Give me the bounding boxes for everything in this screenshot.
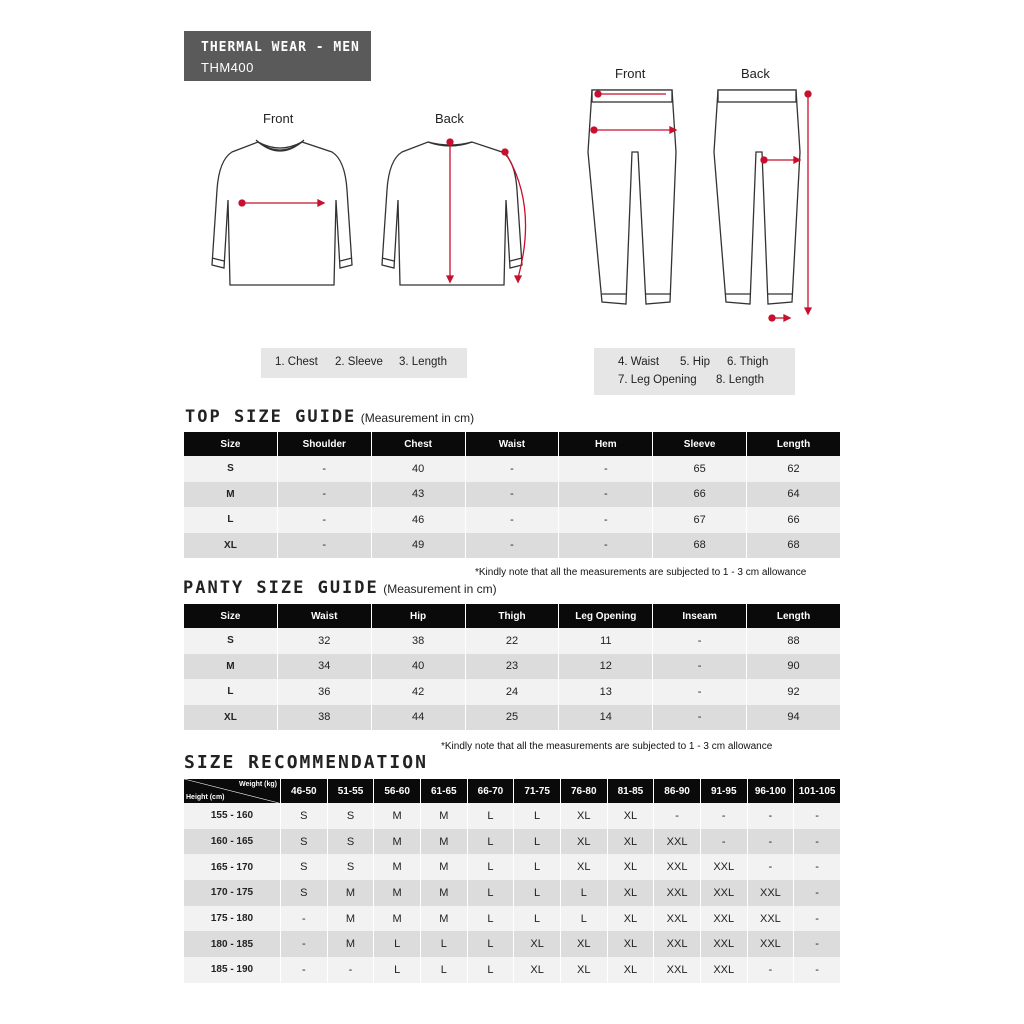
recommended-size-cell: M [374, 829, 420, 855]
top-garment-illustration [200, 130, 550, 300]
recommended-size-cell: L [468, 880, 514, 906]
pants-measure-legend [594, 348, 795, 395]
legend-waist: 4. Waist [618, 356, 660, 368]
product-title: THERMAL WEAR - MEN [201, 40, 360, 55]
value-cell: 14 [559, 705, 652, 731]
table-row [184, 654, 840, 680]
recommended-size-cell: - [794, 957, 840, 983]
value-cell: 36 [278, 679, 371, 705]
value-cell: - [466, 533, 559, 559]
recommended-size-cell: XL [608, 931, 654, 957]
recommended-size-cell: XL [608, 906, 654, 932]
table-row [184, 803, 840, 829]
recommended-size-cell: M [374, 880, 420, 906]
weight-label: Weight (kg) [239, 781, 277, 788]
value-cell: - [559, 456, 652, 482]
recommended-size-cell: XXL [654, 880, 700, 906]
value-cell: - [559, 533, 652, 559]
legend-pants-length: 8. Length [716, 374, 764, 386]
recommended-size-cell: - [794, 880, 840, 906]
recommended-size-cell: M [328, 931, 374, 957]
recommended-size-cell: L [514, 906, 560, 932]
value-cell: 40 [372, 654, 465, 680]
table-row [184, 957, 840, 983]
table-row [184, 482, 840, 508]
weight-range-header: 61-65 [421, 779, 467, 803]
height-range-cell: 175 - 180 [184, 906, 280, 932]
recommended-size-cell: - [748, 854, 794, 880]
legend-hip: 5. Hip [680, 356, 711, 368]
value-cell: 22 [466, 628, 559, 654]
height-range-cell: 170 - 175 [184, 880, 280, 906]
value-cell: - [653, 679, 746, 705]
th-length: Length [747, 432, 840, 456]
recommended-size-cell: L [561, 906, 607, 932]
recommended-size-cell: - [748, 803, 794, 829]
table-row [184, 906, 840, 932]
recommended-size-cell: L [374, 957, 420, 983]
table-row [184, 628, 840, 654]
recommended-size-cell: M [328, 906, 374, 932]
value-cell: - [559, 482, 652, 508]
legend-chest: 1. Chest [275, 356, 318, 368]
recommended-size-cell: M [421, 854, 467, 880]
weight-height-corner [184, 779, 280, 803]
height-range-cell: 180 - 185 [184, 931, 280, 957]
recommended-size-cell: L [374, 931, 420, 957]
top-measure-legend [261, 348, 467, 378]
legend-leg-opening: 7. Leg Opening [618, 374, 697, 386]
top-back-label: Back [435, 111, 464, 126]
recommended-size-cell: XL [608, 829, 654, 855]
height-range-cell: 160 - 165 [184, 829, 280, 855]
panty-guide-note: *Kindly note that all the measurements are subjected to 1 - 3 cm allowance [441, 741, 773, 752]
panty-guide-heading [183, 578, 497, 598]
recommended-size-cell: XL [514, 931, 560, 957]
recommended-size-cell: M [421, 829, 467, 855]
recommended-size-cell: L [468, 854, 514, 880]
value-cell: 25 [466, 705, 559, 731]
value-cell: 88 [747, 628, 840, 654]
recommended-size-cell: XXL [654, 957, 700, 983]
recommended-size-cell: M [328, 880, 374, 906]
table-row [184, 829, 840, 855]
top-guide-title: TOP SIZE GUIDE [185, 407, 357, 427]
table-row [184, 880, 840, 906]
recommended-size-cell: L [468, 906, 514, 932]
weight-range-header: 71-75 [514, 779, 560, 803]
th-size: Size [184, 432, 277, 456]
recommended-size-cell: - [654, 803, 700, 829]
recommended-size-cell: XL [608, 880, 654, 906]
value-cell: 32 [278, 628, 371, 654]
value-cell: - [278, 507, 371, 533]
legend-length: 3. Length [399, 356, 447, 368]
size-cell: XL [184, 533, 277, 559]
recommended-size-cell: M [421, 880, 467, 906]
size-cell: L [184, 679, 277, 705]
size-cell: XL [184, 705, 277, 731]
recommended-size-cell: M [421, 906, 467, 932]
value-cell: 34 [278, 654, 371, 680]
th-chest: Chest [372, 432, 465, 456]
weight-range-header: 81-85 [608, 779, 654, 803]
recommended-size-cell: XL [608, 854, 654, 880]
th-inseam: Inseam [653, 604, 746, 628]
value-cell: 38 [372, 628, 465, 654]
size-cell: S [184, 628, 277, 654]
weight-range-header: 91-95 [701, 779, 747, 803]
recommended-size-cell: XXL [654, 829, 700, 855]
value-cell: 40 [372, 456, 465, 482]
table-row [184, 931, 840, 957]
recommended-size-cell: - [281, 957, 327, 983]
size-cell: L [184, 507, 277, 533]
value-cell: 67 [653, 507, 746, 533]
recommended-size-cell: S [281, 854, 327, 880]
th-shoulder: Shoulder [278, 432, 371, 456]
recommended-size-cell: - [794, 803, 840, 829]
recommended-size-cell: XL [608, 803, 654, 829]
recommended-size-cell: - [794, 931, 840, 957]
value-cell: 23 [466, 654, 559, 680]
weight-range-header: 96-100 [748, 779, 794, 803]
height-range-cell: 185 - 190 [184, 957, 280, 983]
height-label: Height (cm) [186, 794, 225, 801]
value-cell: - [466, 456, 559, 482]
value-cell: - [466, 507, 559, 533]
recommended-size-cell: M [374, 854, 420, 880]
recommended-size-cell: XXL [748, 931, 794, 957]
value-cell: - [278, 533, 371, 559]
recommended-size-cell: XXL [701, 854, 747, 880]
legend-thigh: 6. Thigh [727, 356, 769, 368]
recommended-size-cell: XL [561, 803, 607, 829]
recommended-size-cell: L [468, 803, 514, 829]
recommended-size-cell: L [468, 829, 514, 855]
recommended-size-cell: S [281, 829, 327, 855]
recommended-size-cell: XXL [701, 880, 747, 906]
recommended-size-cell: M [374, 803, 420, 829]
recommended-size-cell: XL [561, 957, 607, 983]
recommended-size-cell: - [281, 931, 327, 957]
weight-range-header: 66-70 [468, 779, 514, 803]
value-cell: 49 [372, 533, 465, 559]
recommended-size-cell: L [514, 829, 560, 855]
recommended-size-cell: XL [514, 957, 560, 983]
recommended-size-cell: L [468, 957, 514, 983]
product-header [184, 31, 371, 81]
recommended-size-cell: XXL [654, 931, 700, 957]
value-cell: 46 [372, 507, 465, 533]
recommended-size-cell: L [514, 880, 560, 906]
table-row [184, 533, 840, 559]
th-waist: Waist [278, 604, 371, 628]
value-cell: 11 [559, 628, 652, 654]
product-code: THM400 [201, 60, 254, 75]
value-cell: 12 [559, 654, 652, 680]
th-waist: Waist [466, 432, 559, 456]
recommended-size-cell: S [328, 829, 374, 855]
recommended-size-cell: L [468, 931, 514, 957]
recommended-size-cell: XL [608, 957, 654, 983]
recommended-size-cell: L [421, 931, 467, 957]
weight-range-header: 76-80 [561, 779, 607, 803]
pants-back-label: Back [741, 66, 770, 81]
table-row [184, 456, 840, 482]
panty-guide-subtitle: (Measurement in cm) [383, 582, 497, 596]
value-cell: - [559, 507, 652, 533]
recommended-size-cell: - [794, 829, 840, 855]
size-cell: S [184, 456, 277, 482]
panty-size-table [183, 604, 841, 730]
recommended-size-cell: L [514, 854, 560, 880]
value-cell: 66 [653, 482, 746, 508]
recommended-size-cell: XXL [701, 931, 747, 957]
size-recommendation-table [183, 779, 841, 983]
recommended-size-cell: - [794, 854, 840, 880]
recommended-size-cell: - [328, 957, 374, 983]
recommended-size-cell: XL [561, 854, 607, 880]
size-cell: M [184, 654, 277, 680]
top-guide-heading [185, 407, 474, 427]
table-row [184, 507, 840, 533]
value-cell: 13 [559, 679, 652, 705]
recommended-size-cell: S [328, 803, 374, 829]
value-cell: 38 [278, 705, 371, 731]
recommended-size-cell: - [748, 957, 794, 983]
value-cell: 66 [747, 507, 840, 533]
recommended-size-cell: - [281, 906, 327, 932]
th-sleeve: Sleeve [653, 432, 746, 456]
top-front-label: Front [263, 111, 294, 126]
recommended-size-cell: XXL [748, 906, 794, 932]
recommended-size-cell: - [748, 829, 794, 855]
value-cell: - [466, 482, 559, 508]
value-cell: 65 [653, 456, 746, 482]
recommended-size-cell: XXL [654, 906, 700, 932]
weight-range-header: 56-60 [374, 779, 420, 803]
th-hip: Hip [372, 604, 465, 628]
value-cell: 68 [747, 533, 840, 559]
size-cell: M [184, 482, 277, 508]
top-guide-subtitle: (Measurement in cm) [360, 411, 475, 425]
value-cell: 24 [466, 679, 559, 705]
height-range-cell: 165 - 170 [184, 854, 280, 880]
weight-range-header: 46-50 [281, 779, 327, 803]
value-cell: - [278, 456, 371, 482]
value-cell: 64 [747, 482, 840, 508]
recommended-size-cell: S [281, 803, 327, 829]
table-row [184, 679, 840, 705]
recommended-size-cell: XXL [748, 880, 794, 906]
legend-sleeve: 2. Sleeve [335, 356, 383, 368]
th-length: Length [747, 604, 840, 628]
recommended-size-cell: XXL [654, 854, 700, 880]
value-cell: - [278, 482, 371, 508]
th-thigh: Thigh [466, 604, 559, 628]
table-row [184, 854, 840, 880]
value-cell: 62 [747, 456, 840, 482]
table-row [184, 705, 840, 731]
value-cell: - [653, 705, 746, 731]
recommended-size-cell: XL [561, 829, 607, 855]
recommended-size-cell: - [794, 906, 840, 932]
recommended-size-cell: M [374, 906, 420, 932]
recommended-size-cell: S [281, 880, 327, 906]
recommended-size-cell: - [701, 829, 747, 855]
value-cell: 94 [747, 705, 840, 731]
recommended-size-cell: M [421, 803, 467, 829]
th-hem: Hem [559, 432, 652, 456]
value-cell: 43 [372, 482, 465, 508]
value-cell: 42 [372, 679, 465, 705]
weight-range-header: 101-105 [794, 779, 840, 803]
recommended-size-cell: L [561, 880, 607, 906]
recommended-size-cell: L [421, 957, 467, 983]
value-cell: 44 [372, 705, 465, 731]
panty-guide-title: PANTY SIZE GUIDE [183, 578, 379, 598]
weight-range-header: 51-55 [328, 779, 374, 803]
recommended-size-cell: XXL [701, 957, 747, 983]
th-leg-opening: Leg Opening [559, 604, 652, 628]
recommendation-title: SIZE RECOMMENDATION [184, 752, 428, 773]
th-size: Size [184, 604, 277, 628]
recommended-size-cell: XXL [701, 906, 747, 932]
value-cell: 68 [653, 533, 746, 559]
weight-range-header: 86-90 [654, 779, 700, 803]
recommended-size-cell: XL [561, 931, 607, 957]
value-cell: - [653, 628, 746, 654]
top-size-table [183, 432, 841, 558]
pants-illustration [580, 82, 820, 327]
top-guide-note: *Kindly note that all the measurements are subjected to 1 - 3 cm allowance [475, 567, 807, 578]
recommended-size-cell: L [514, 803, 560, 829]
value-cell: 92 [747, 679, 840, 705]
recommended-size-cell: - [701, 803, 747, 829]
recommended-size-cell: S [328, 854, 374, 880]
value-cell: 90 [747, 654, 840, 680]
height-range-cell: 155 - 160 [184, 803, 280, 829]
value-cell: - [653, 654, 746, 680]
pants-front-label: Front [615, 66, 646, 81]
